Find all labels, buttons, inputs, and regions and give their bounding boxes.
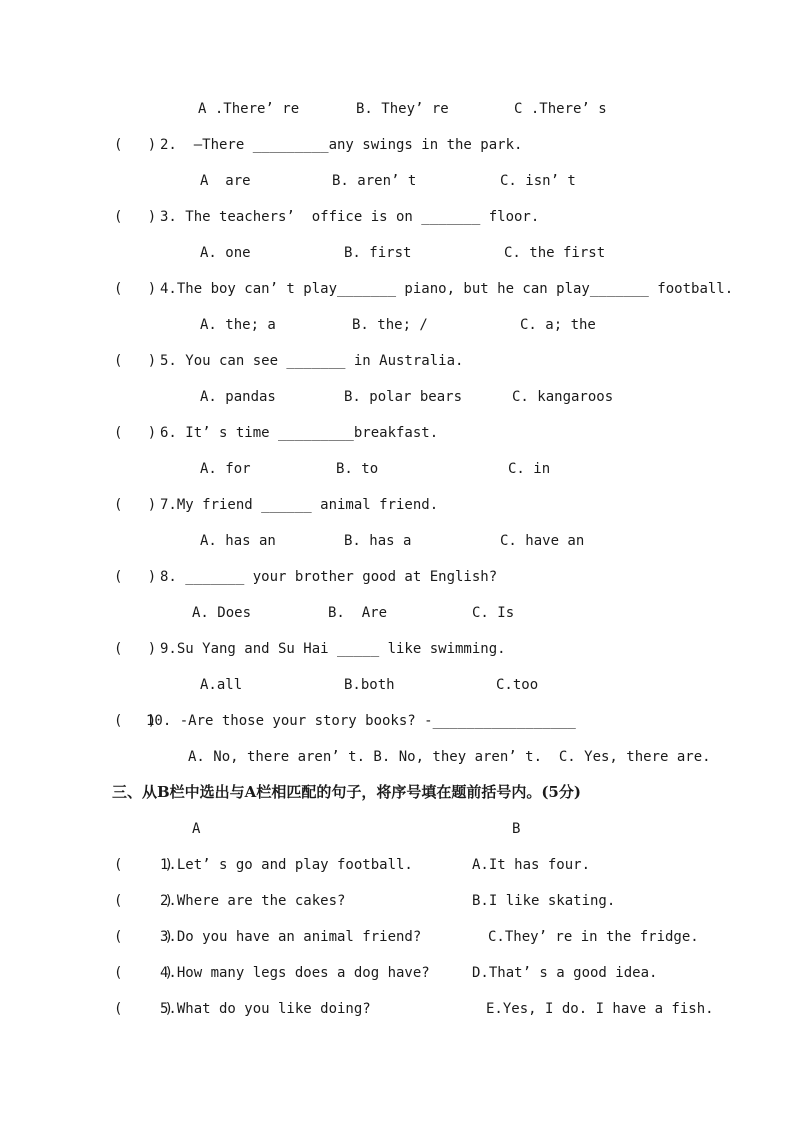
q8-option-c: C. Is — [472, 605, 515, 621]
q10-options: A. No, there aren’ t. B. No, they aren’ t. C. Yes, there are. — [188, 749, 711, 765]
q2-option-a: A are — [200, 173, 251, 189]
match-4-answer-blank[interactable]: ( ) — [114, 965, 174, 981]
q2-stem: 2. –There _________any swings in the park. — [160, 137, 523, 153]
q8-stem: 8. _______ your brother good at English? — [160, 569, 498, 585]
q3-answer-blank[interactable]: ( ) — [114, 209, 157, 225]
q1-option-b: B. They’ re — [356, 101, 449, 117]
q10-answer-blank[interactable]: ( ) — [114, 713, 157, 729]
q4-answer-blank[interactable]: ( ) — [114, 281, 157, 297]
q3-option-b: B. first — [344, 245, 412, 261]
match-5-a: 5.What do you like doing? — [160, 1001, 371, 1017]
q7-option-c: C. have an — [500, 533, 585, 549]
match-2-a: 2.Where are the cakes? — [160, 893, 346, 909]
q8-answer-blank[interactable]: ( ) — [114, 569, 157, 585]
q4-stem: 4.The boy can’ t play_______ piano, but he can play_______ football. — [160, 281, 734, 297]
q1-option-a: A .There’ re — [198, 101, 300, 117]
q8-option-b: B. Are — [328, 605, 388, 621]
q2-answer-blank[interactable]: ( ) — [114, 137, 157, 153]
q6-stem: 6. It’ s time _________breakfast. — [160, 425, 439, 441]
q7-stem: 7.My friend ______ animal friend. — [160, 497, 439, 513]
q4-option-c: C. a; the — [520, 317, 596, 333]
q4-option-b: B. the; / — [352, 317, 428, 333]
match-1-b: A.It has four. — [472, 857, 591, 873]
match-1-a: 1.Let’ s go and play football. — [160, 857, 413, 873]
q3-option-c: C. the first — [504, 245, 606, 261]
q8-option-a: A. Does — [192, 605, 252, 621]
q5-option-a: A. pandas — [200, 389, 276, 405]
q7-option-a: A. has an — [200, 533, 276, 549]
match-4-a: 4.How many legs does a dog have? — [160, 965, 430, 981]
q4-option-a: A. the; a — [200, 317, 276, 333]
q6-option-a: A. for — [200, 461, 251, 477]
q5-option-c: C. kangaroos — [512, 389, 614, 405]
match-2-b: B.I like skating. — [472, 893, 616, 909]
q6-option-c: C. in — [508, 461, 551, 477]
q6-answer-blank[interactable]: ( ) — [114, 425, 157, 441]
match-5-answer-blank[interactable]: ( ) — [114, 1001, 174, 1017]
q2-option-b: B. aren’ t — [332, 173, 417, 189]
q7-answer-blank[interactable]: ( ) — [114, 497, 157, 513]
q2-option-c: C. isn’ t — [500, 173, 576, 189]
part3-heading: 三、从B栏中选出与A栏相匹配的句子，将序号填在题前括号内。(5分) — [112, 783, 581, 801]
q3-stem: 3. The teachers’ office is on _______ floor. — [160, 209, 540, 225]
match-4-b: D.That’ s a good idea. — [472, 965, 658, 981]
q9-answer-blank[interactable]: ( ) — [114, 641, 157, 657]
q5-stem: 5. You can see _______ in Australia. — [160, 353, 464, 369]
q9-option-a: A.all — [200, 677, 243, 693]
q9-option-b: B.both — [344, 677, 395, 693]
q7-option-b: B. has a — [344, 533, 412, 549]
q5-option-b: B. polar bears — [344, 389, 463, 405]
match-3-answer-blank[interactable]: ( ) — [114, 929, 174, 945]
q5-answer-blank[interactable]: ( ) — [114, 353, 157, 369]
q9-stem: 9.Su Yang and Su Hai _____ like swimming. — [160, 641, 506, 657]
match-5-b: E.Yes, I do. I have a fish. — [486, 1001, 714, 1017]
q6-option-b: B. to — [336, 461, 379, 477]
q1-option-c: C .There’ s — [514, 101, 607, 117]
column-a-header: A — [192, 821, 201, 837]
q9-option-c: C.too — [496, 677, 539, 693]
column-b-header: B — [512, 821, 521, 837]
match-1-answer-blank[interactable]: ( ) — [114, 857, 174, 873]
match-3-b: C.They’ re in the fridge. — [488, 929, 699, 945]
match-2-answer-blank[interactable]: ( ) — [114, 893, 174, 909]
q3-option-a: A. one — [200, 245, 251, 261]
match-3-a: 3.Do you have an animal friend? — [160, 929, 422, 945]
q10-stem: 10. -Are those your story books? -_________________ — [146, 713, 576, 729]
